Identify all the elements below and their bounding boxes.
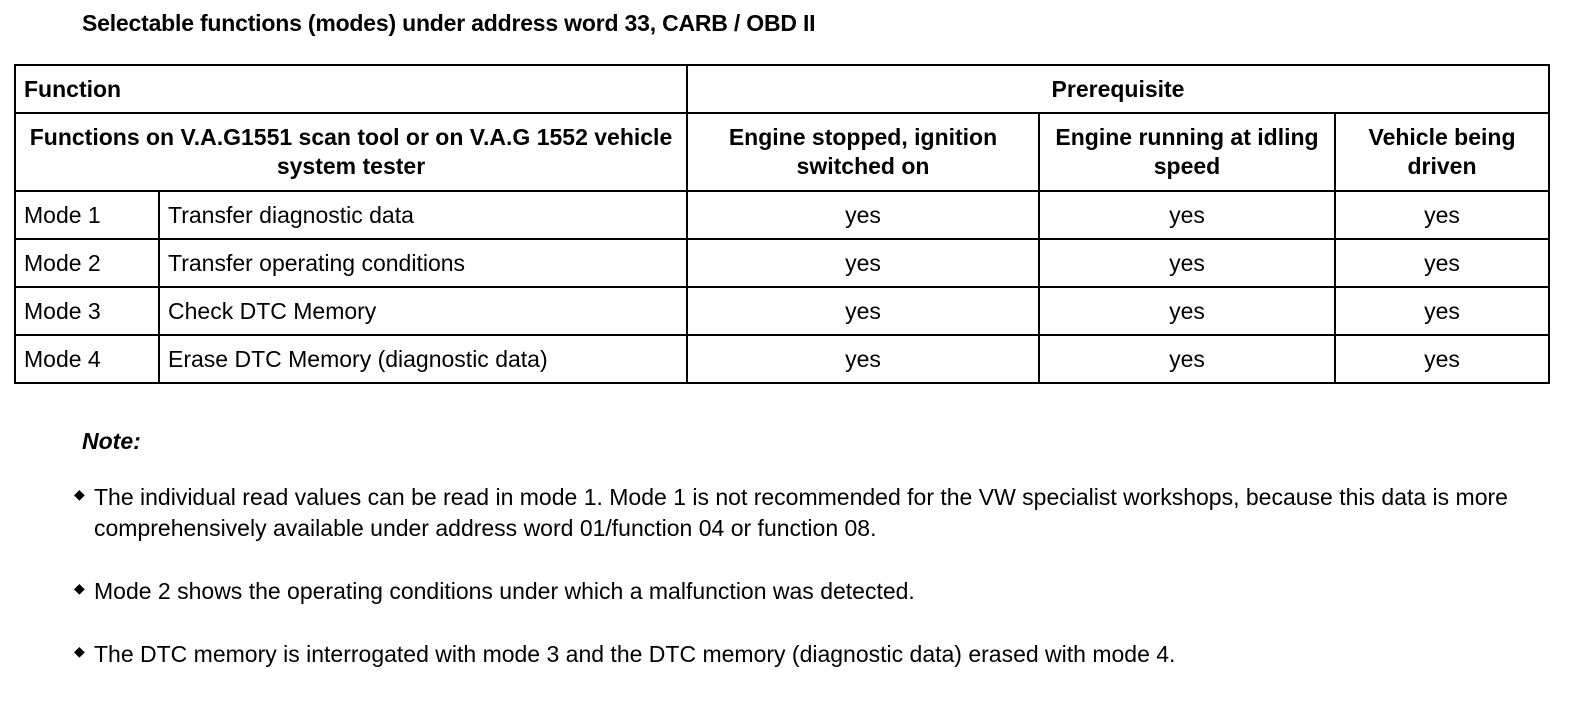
list-item	[72, 576, 1562, 607]
diamond-bullet-icon: ◆	[74, 486, 85, 502]
list-item	[72, 639, 1562, 670]
notes-list	[72, 482, 1562, 702]
engine-idling-cell: yes	[1039, 191, 1335, 239]
subheader-tool: Functions on V.A.G1551 scan tool or on V.A.G 1552 vehicle system tester	[15, 113, 687, 191]
mode-cell: Mode 4	[15, 335, 159, 383]
header-function: Function	[15, 65, 687, 113]
vehicle-driven-cell: yes	[1335, 239, 1549, 287]
description-cell: Transfer diagnostic data	[159, 191, 687, 239]
description-cell: Erase DTC Memory (diagnostic data)	[159, 335, 687, 383]
engine-stopped-cell: yes	[687, 191, 1039, 239]
description-cell: Transfer operating conditions	[159, 239, 687, 287]
table-row	[15, 287, 1549, 335]
table-row	[15, 335, 1549, 383]
note-heading: Note:	[82, 428, 141, 454]
engine-idling-cell: yes	[1039, 287, 1335, 335]
note-text: The individual read values can be read in mode 1. Mode 1 is not recommended for the VW specialist workshops, because this data is more comprehensively available under address word 01/function 04 or function 08.	[94, 484, 1508, 541]
subheader-engine-idling: Engine running at idling speed	[1039, 113, 1335, 191]
vehicle-driven-cell: yes	[1335, 335, 1549, 383]
list-item	[72, 482, 1562, 544]
engine-stopped-cell: yes	[687, 239, 1039, 287]
engine-stopped-cell: yes	[687, 335, 1039, 383]
mode-cell: Mode 2	[15, 239, 159, 287]
mode-cell: Mode 1	[15, 191, 159, 239]
table-row	[15, 239, 1549, 287]
page-title: Selectable functions (modes) under address word 33, CARB / OBD II	[82, 10, 816, 36]
description-cell: Check DTC Memory	[159, 287, 687, 335]
table-header-row	[15, 65, 1549, 113]
engine-idling-cell: yes	[1039, 239, 1335, 287]
mode-cell: Mode 3	[15, 287, 159, 335]
subheader-vehicle-driven: Vehicle being driven	[1335, 113, 1549, 191]
engine-idling-cell: yes	[1039, 335, 1335, 383]
note-text: Mode 2 shows the operating conditions under which a malfunction was detected.	[94, 578, 915, 604]
header-prerequisite: Prerequisite	[687, 65, 1549, 113]
engine-stopped-cell: yes	[687, 287, 1039, 335]
table-subheader-row	[15, 113, 1549, 191]
diamond-bullet-icon: ◆	[74, 643, 85, 659]
vehicle-driven-cell: yes	[1335, 287, 1549, 335]
subheader-engine-stopped: Engine stopped, ignition switched on	[687, 113, 1039, 191]
diamond-bullet-icon: ◆	[74, 580, 85, 596]
note-text: The DTC memory is interrogated with mode 3 and the DTC memory (diagnostic data) erased with mode 4.	[94, 641, 1176, 667]
functions-table	[14, 64, 1550, 384]
table-row	[15, 191, 1549, 239]
vehicle-driven-cell: yes	[1335, 191, 1549, 239]
